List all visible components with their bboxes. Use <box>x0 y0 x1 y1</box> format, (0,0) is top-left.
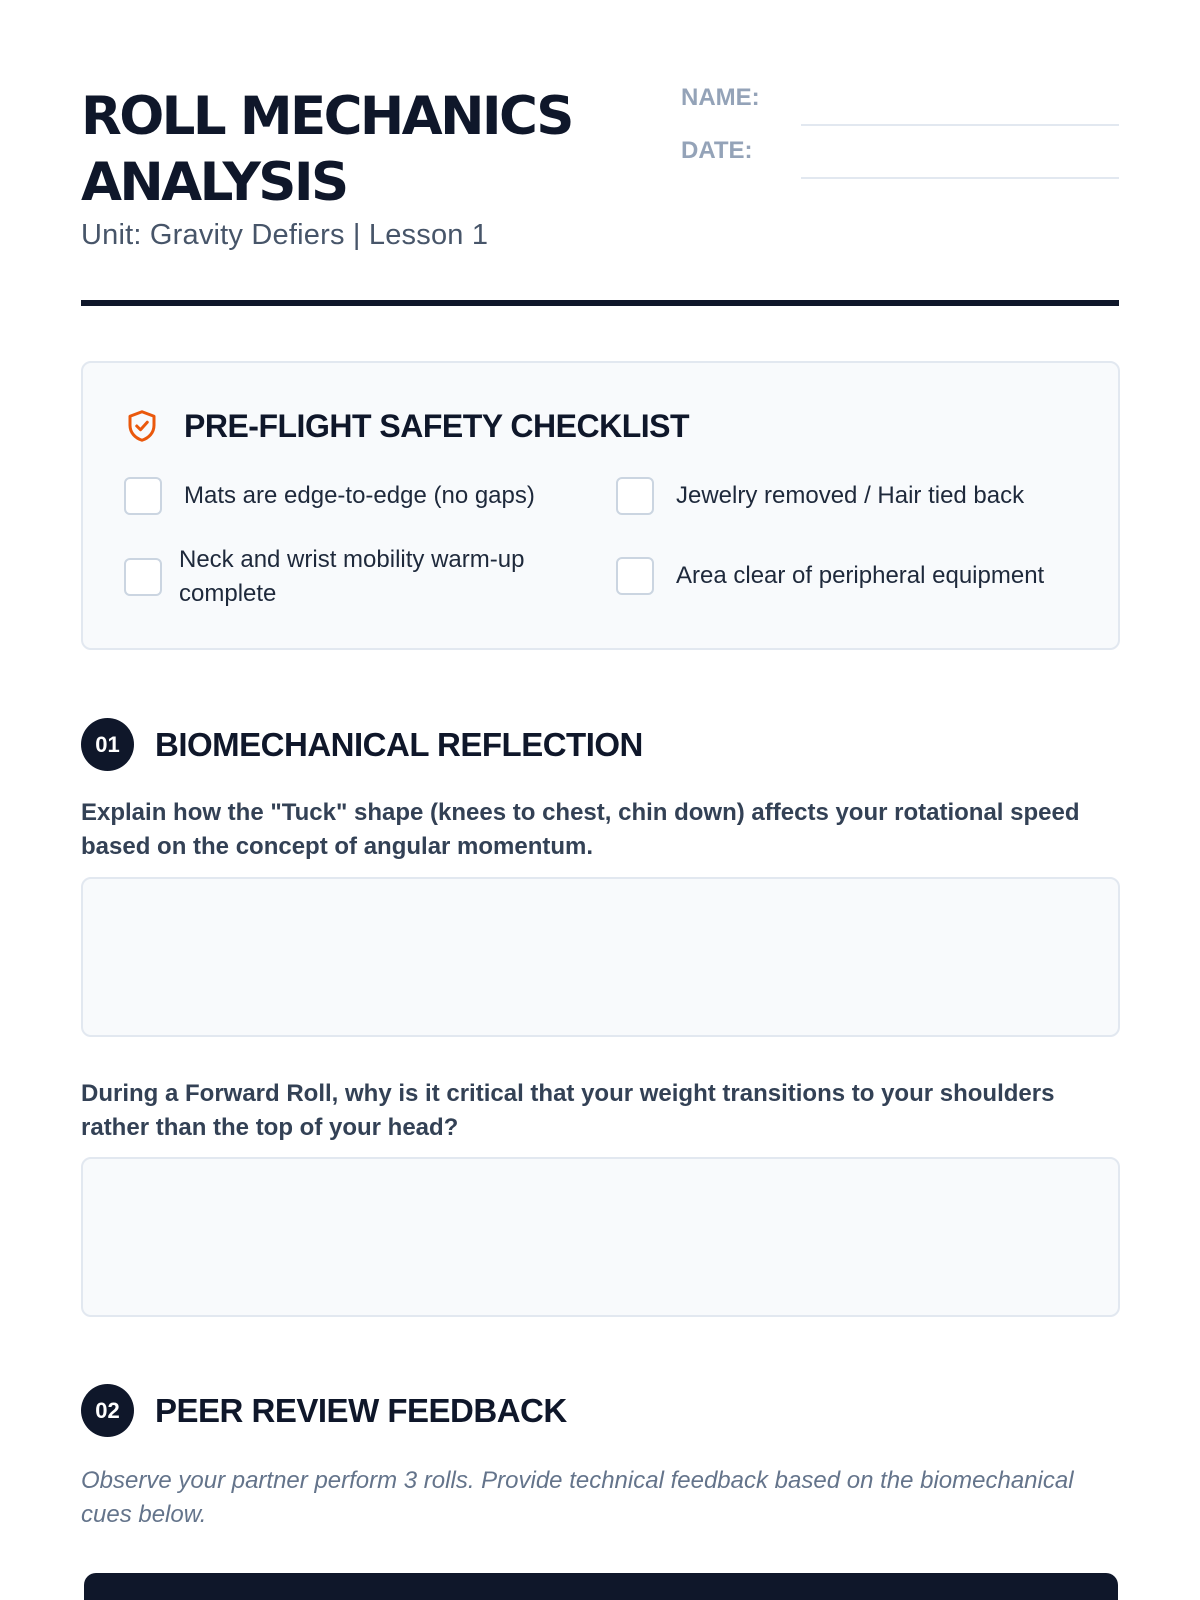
safety-checklist <box>81 361 1120 650</box>
answer-box-1[interactable] <box>81 877 1120 1037</box>
shield-check-icon <box>124 407 160 445</box>
answer-box-2[interactable] <box>81 1157 1120 1317</box>
checklist-item-label: Area clear of peripheral equipment <box>676 562 1045 589</box>
checkbox[interactable] <box>616 477 654 515</box>
header-divider <box>81 300 1119 306</box>
checkbox[interactable] <box>124 477 162 515</box>
checklist-item[interactable] <box>124 477 535 515</box>
section-title: BIOMECHANICAL REFLECTION <box>155 725 643 763</box>
page-title <box>81 84 641 216</box>
name-label: NAME: <box>681 84 760 111</box>
checklist-item[interactable] <box>616 477 1024 515</box>
section-header-peer-review <box>81 1384 567 1437</box>
date-label: DATE: <box>681 137 753 164</box>
checklist-item-label: Jewelry removed / Hair tied back <box>676 482 1025 509</box>
question-prompt-1: Explain how the "Tuck" shape (knees to chest, chin down) affects your rotational speed based on the concept of angular momentum. <box>81 799 1080 860</box>
checkbox[interactable] <box>616 557 654 595</box>
section-number-badge: 01 <box>81 718 134 771</box>
section-title: PEER REVIEW FEEDBACK <box>155 1391 567 1429</box>
question-prompt-2: During a Forward Roll, why is it critical that your weight transitions to your shoulders rather than the top of your head? <box>81 1080 1055 1141</box>
date-field[interactable] <box>801 145 1119 179</box>
section-number-badge: 02 <box>81 1384 134 1437</box>
checklist-item[interactable] <box>616 557 1044 595</box>
safety-checklist-header <box>124 407 689 445</box>
feedback-table-header <box>84 1573 1118 1600</box>
safety-checklist-title: PRE-FLIGHT SAFETY CHECKLIST <box>184 407 690 444</box>
peer-review-instructions: Observe your partner perform 3 rolls. Provide technical feedback based on the biomechanical cues below. <box>81 1467 1074 1528</box>
checklist-item[interactable] <box>124 543 574 611</box>
student-info <box>681 86 1119 192</box>
section-header-biomechanical <box>81 718 643 771</box>
name-row <box>681 86 1119 126</box>
checkbox[interactable] <box>124 558 162 596</box>
worksheet-header <box>81 0 1119 308</box>
date-row <box>681 139 1119 179</box>
page-subtitle: Unit: Gravity Defiers | Lesson 1 <box>81 219 489 251</box>
checklist-item-label: Mats are edge-to-edge (no gaps) <box>184 482 535 509</box>
checklist-item-label: Neck and wrist mobility warm-up complete <box>179 546 525 607</box>
title-line-2: ANALYSIS <box>81 152 347 213</box>
title-line-1: ROLL MECHANICS <box>81 86 572 147</box>
name-field[interactable] <box>801 92 1119 126</box>
